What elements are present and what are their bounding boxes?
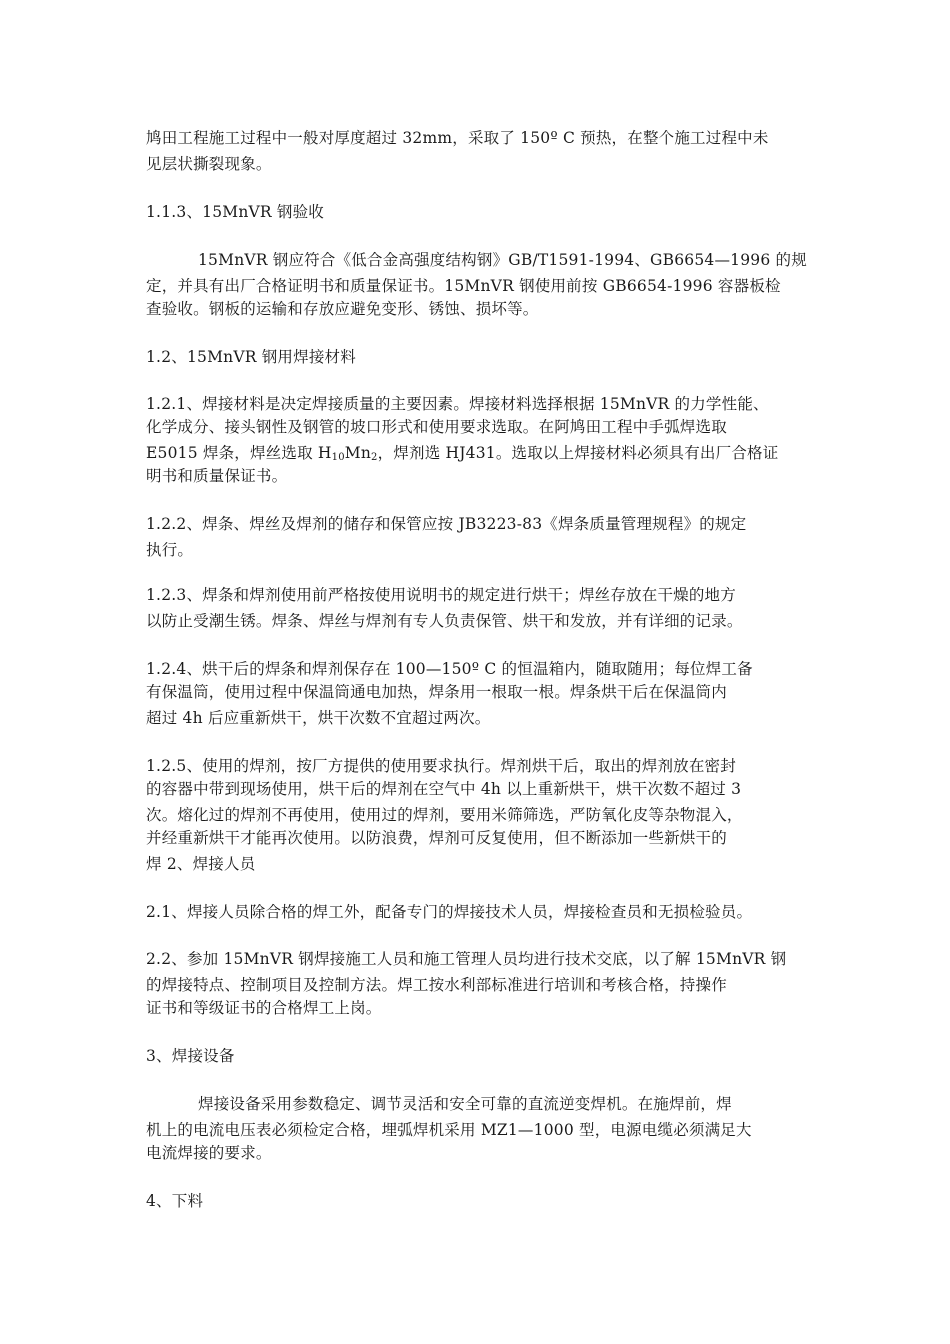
paragraph-line: 的焊接特点、控制项目及控制方法。焊工按水利部标准进行培训和考核合格，持操作 (146, 976, 727, 994)
paragraph-line: 证书和等级证书的合格焊工上岗。 (146, 999, 382, 1017)
paragraph-line: 次。熔化过的焊剂不再使用，使用过的焊剂，要用米筛筛选，严防氧化皮等杂物混入， (146, 806, 743, 824)
paragraph-line: 1.2.3、焊条和焊剂使用前严格按使用说明书的规定进行烘干；焊丝存放在干燥的地方 (146, 586, 736, 604)
paragraph-line: 见层状撕裂现象。 (146, 155, 272, 173)
section-heading: 1.1.3、15MnVR 钢验收 (146, 203, 325, 221)
paragraph-line: 焊接设备采用参数稳定、调节灵活和安全可靠的直流逆变焊机。在施焊前，焊 (198, 1095, 732, 1113)
paragraph-line: 鸠田工程施工过程中一般对厚度超过 32mm，采取了 150º C 预热，在整个施工过程中未 (146, 129, 769, 147)
paragraph-line: 定，并具有出厂合格证明书和质量保证书。15MnVR 钢使用前按 GB6654-1996 容器板检 (146, 277, 781, 295)
line-text: ，焊剂选 HJ431。选取以上焊接材料必须具有出厂合格证 (377, 444, 779, 462)
paragraph-line: 超过 4h 后应重新烘干，烘干次数不宜超过两次。 (146, 709, 491, 727)
section-heading: 3、焊接设备 (146, 1047, 235, 1065)
paragraph-line: 15MnVR 钢应符合《低合金高强度结构钢》GB/T1591-1994、GB6654—1996 的规 (198, 251, 807, 269)
paragraph-line: 明书和质量保证书。 (146, 467, 288, 485)
paragraph-line: 的容器中带到现场使用，烘干后的焊剂在空气中 4h 以上重新烘干，烘干次数不超过 3 (146, 780, 742, 798)
paragraph-line (146, 442, 778, 464)
paragraph-line: 执行。 (146, 541, 194, 559)
paragraph-line: 1.2.4、烘干后的焊条和焊剂保存在 100—150º C 的恒温箱内，随取随用；每位焊工备 (146, 660, 753, 678)
paragraph-line: 以防止受潮生锈。焊条、焊丝与焊剂有专人负责保管、烘干和发放，并有详细的记录。 (146, 612, 743, 630)
section-heading: 1.2、15MnVR 钢用焊接材料 (146, 348, 356, 366)
section-heading: 4、下料 (146, 1192, 204, 1210)
line-text: E5015 焊条，焊丝选取 H (146, 444, 332, 462)
subscript: 10 (331, 452, 345, 463)
paragraph-line: 机上的电流电压表必须检定合格，埋弧焊机采用 MZ1—1000 型，电源电缆必须满足大 (146, 1121, 752, 1139)
paragraph-line: 化学成分、接头钢性及钢管的坡口形式和使用要求选取。在阿鸠田工程中手弧焊选取 (146, 418, 727, 436)
paragraph-line: 1.2.1、焊接材料是决定焊接质量的主要因素。焊接材料选择根据 15MnVR 的力学性能、 (146, 395, 769, 413)
paragraph-line: 有保温筒，使用过程中保温筒通电加热，焊条用一根取一根。焊条烘干后在保温筒内 (146, 683, 727, 701)
paragraph-line: 电流焊接的要求。 (146, 1144, 272, 1162)
paragraph-line: 焊 2、焊接人员 (146, 855, 256, 873)
paragraph-line: 并经重新烘干才能再次使用。以防浪费，焊剂可反复使用，但不断添加一些新烘干的 (146, 829, 727, 847)
paragraph-line: 1.2.5、使用的焊剂，按厂方提供的使用要求执行。焊剂烘干后，取出的焊剂放在密封 (146, 757, 736, 775)
paragraph-line: 查验收。钢板的运输和存放应避免变形、锈蚀、损坏等。 (146, 300, 539, 318)
subscript: 2 (371, 452, 378, 463)
line-text: Mn (344, 444, 372, 462)
paragraph-line: 2.1、焊接人员除合格的焊工外，配备专门的焊接技术人员，焊接检查员和无损检验员。 (146, 903, 753, 921)
paragraph-line: 2.2、参加 15MnVR 钢焊接施工人员和施工管理人员均进行技术交底，以了解 15MnVR 钢 (146, 950, 787, 968)
paragraph-line: 1.2.2、焊条、焊丝及焊剂的储存和保管应按 JB3223-83《焊条质量管理规程》的规定 (146, 515, 747, 533)
